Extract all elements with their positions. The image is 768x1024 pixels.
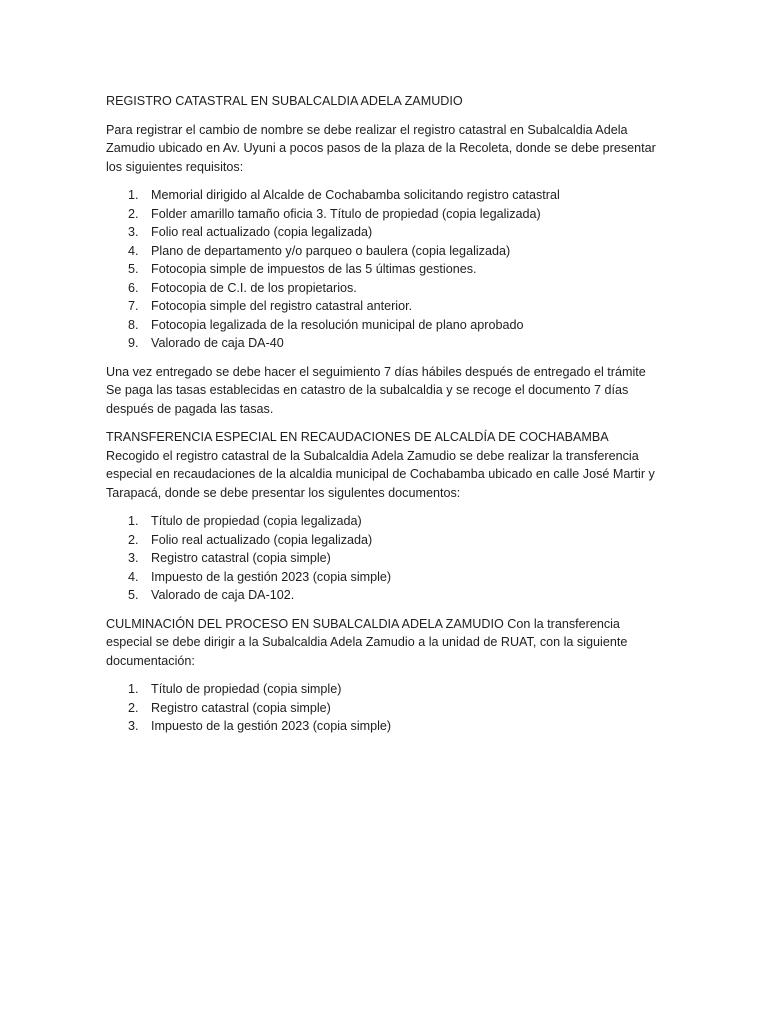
section-1-requirements-list [106, 186, 662, 353]
section-2-documents-list [106, 512, 662, 605]
list-item: 3. Folio real actualizado (copia legalizada) [128, 225, 373, 239]
list-item: 1. Título de propiedad (copia legalizada) [128, 514, 362, 528]
section-3-intro: CULMINACIÓN DEL PROCESO EN SUBALCALDIA ADELA ZAMUDIO Con la transferencia especial se debe dirigir a la Subalcaldia Adela Zamudio a la unidad de RUAT, con la siguiente documentación: [106, 616, 628, 668]
list-item: 3. Impuesto de la gestión 2023 (copia simple) [128, 719, 392, 733]
list-item: 4. Impuesto de la gestión 2023 (copia simple) [128, 569, 392, 584]
document-page [106, 92, 662, 746]
section-1-followup: Una vez entregado se debe hacer el seguimiento 7 días hábiles después de entregado el trámite Se paga las tasas establecidas en catastro de la subalcaldia y se recoge el documento 7 días después de pagada las tasas. [106, 364, 646, 416]
list-item: 2. Folder amarillo tamaño oficia 3. Título de propiedad (copia legalizada) [128, 206, 541, 221]
list-item: 6. Fotocopia de C.I. de los propietarios. [128, 280, 357, 295]
section-1-title: REGISTRO CATASTRAL EN SUBALCALDIA ADELA ZAMUDIO [106, 94, 463, 108]
list-item: 5. Valorado de caja DA-102. [128, 588, 295, 602]
list-item: 2. Folio real actualizado (copia legalizada) [128, 532, 373, 547]
section-3-documents-list [106, 680, 662, 736]
section-2-intro: TRANSFERENCIA ESPECIAL EN RECAUDACIONES DE ALCALDÍA DE COCHABAMBA Recogido el registro catastral de la Subalcaldia Adela Zamudio se debe realizar la transferencia especial en recaudaciones de la alcaldia municipal de Cochabamba ubicado en calle José Martir y Tarapacá, donde se debe presentar los sigulentes documentos: [106, 430, 655, 500]
list-item: 7. Fotocopia simple del registro catastral anterior. [128, 299, 413, 313]
list-item: 5. Fotocopia simple de impuestos de las 5 últimas gestiones. [128, 262, 477, 276]
list-item: 8. Fotocopia legalizada de la resolución municipal de plano aprobado [128, 317, 524, 332]
list-item: 2. Registro catastral (copia simple) [128, 700, 331, 715]
list-item: 1. Memorial dirigido al Alcalde de Cochabamba solicitando registro catastral [128, 188, 560, 202]
list-item: 9. Valorado de caja DA-40 [128, 336, 284, 350]
section-1-intro: Para registrar el cambio de nombre se debe realizar el registro catastral en Subalcaldia Adela Zamudio ubicado en Av. Uyuni a pocos pasos de la plaza de la Recoleta, donde se debe presentar los siguientes requisitos: [106, 122, 656, 174]
list-item: 1. Título de propiedad (copia simple) [128, 682, 342, 696]
list-item: 3. Registro catastral (copia simple) [128, 551, 331, 565]
list-item: 4. Plano de departamento y/o parqueo o baulera (copia legalizada) [128, 243, 511, 258]
